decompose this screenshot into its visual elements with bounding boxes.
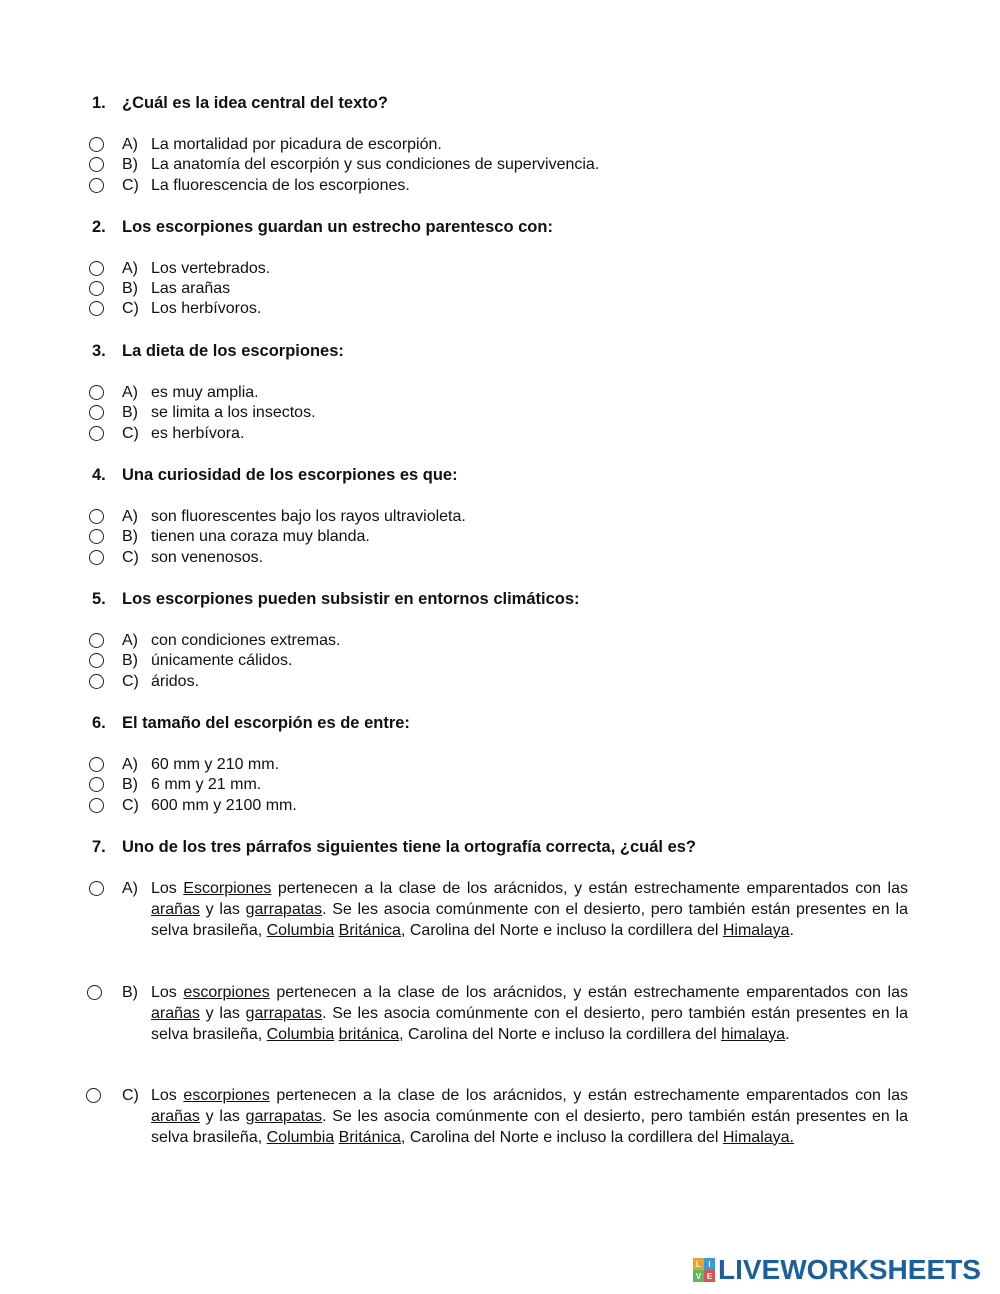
question-6-option-c[interactable] (0, 796, 1000, 816)
paragraph-text: pertenecen a la clase de los arácnidos, y están estrechamente emparentados con las (269, 984, 909, 1001)
radio-button[interactable] (89, 157, 104, 172)
option-text: 60 mm y 210 mm. (151, 756, 280, 773)
radio-button[interactable] (89, 261, 104, 276)
underlined-word: garrapatas (245, 1107, 323, 1125)
radio-button[interactable] (89, 633, 104, 648)
radio-button[interactable] (89, 757, 104, 772)
question-3-option-b[interactable] (0, 403, 1000, 423)
option-letter: A) (122, 880, 138, 897)
paragraph-text: . Se les asocia comúnmente con el desierto, pero también están presentes en la selva brasileña, (151, 1107, 909, 1146)
question-number: 2. (92, 218, 106, 236)
radio-button[interactable] (89, 301, 104, 316)
logo-letter: V (693, 1270, 704, 1282)
underlined-word: Británica (338, 1128, 401, 1146)
option-letter: A) (122, 756, 138, 773)
underlined-word: escorpiones (183, 1087, 270, 1104)
option-text: Las arañas (151, 280, 231, 297)
question-2-option-b[interactable] (0, 279, 1000, 299)
question-number: 6. (92, 714, 106, 732)
radio-button[interactable] (89, 881, 104, 896)
underlined-word: himalaya (721, 1025, 786, 1043)
option-text: áridos. (151, 673, 200, 690)
paragraph-text: , Carolina del Norte e incluso la cordillera del (400, 1128, 723, 1146)
radio-button[interactable] (89, 529, 104, 544)
question-7-option-c[interactable] (0, 1086, 997, 1146)
question-number: 5. (92, 590, 106, 608)
question-number: 4. (92, 466, 106, 484)
option-text: con condiciones extremas. (151, 632, 341, 649)
radio-button[interactable] (87, 985, 102, 1000)
option-letter: C) (122, 177, 139, 194)
underlined-word: Británica (338, 921, 401, 939)
radio-button[interactable] (89, 385, 104, 400)
option-text: es muy amplia. (151, 384, 259, 401)
question-3-option-a[interactable] (0, 383, 1000, 403)
underlined-word: arañas (151, 1107, 200, 1125)
underlined-word: arañas (151, 900, 200, 918)
paragraph-text: , Carolina del Norte e incluso la cordillera del (400, 921, 723, 939)
option-letter: A) (122, 384, 138, 401)
paragraph-text: Los (151, 880, 184, 897)
question-3-option-c[interactable] (0, 424, 1000, 444)
paragraph-text: y las (199, 1004, 246, 1022)
paragraph-text: pertenecen a la clase de los arácnidos, y están estrechamente emparentados con las (271, 880, 909, 897)
radio-button[interactable] (89, 281, 104, 296)
option-letter: C) (122, 1087, 139, 1104)
question-2-option-c[interactable] (0, 299, 1000, 319)
option-letter: C) (122, 673, 139, 690)
liveworksheets-logo (693, 1255, 981, 1285)
underlined-word: Columbia (266, 1128, 335, 1146)
question-6-option-a[interactable] (0, 755, 1000, 775)
paragraph-text: , Carolina del Norte e incluso la cordillera del (399, 1025, 722, 1043)
option-text: La anatomía del escorpión y sus condiciones de supervivencia. (151, 156, 600, 173)
question-4-option-b[interactable] (0, 527, 1000, 547)
question-5-title (92, 589, 580, 609)
paragraph-text: y las (199, 1107, 246, 1125)
radio-button[interactable] (89, 777, 104, 792)
paragraph-text: . (789, 921, 794, 939)
question-7-title (92, 837, 696, 857)
question-text: El tamaño del escorpión es de entre: (122, 714, 410, 732)
question-4-option-a[interactable] (0, 507, 1000, 527)
question-text: Uno de los tres párrafos siguientes tiene la ortografía correcta, ¿cuál es? (122, 838, 697, 856)
option-letter: A) (122, 136, 138, 153)
option-letter: A) (122, 260, 138, 277)
option-letter: B) (122, 404, 138, 421)
underlined-word: Escorpiones (183, 880, 272, 897)
logo-letter: E (704, 1270, 715, 1282)
option-text: se limita a los insectos. (151, 404, 316, 421)
paragraph-text: . Se les asocia comúnmente con el desierto, pero también están presentes en la selva brasileña, (151, 1004, 909, 1043)
question-text: ¿Cuál es la idea central del texto? (122, 94, 388, 112)
underlined-word: arañas (151, 1004, 200, 1022)
option-letter: B) (122, 652, 138, 669)
option-letter: C) (122, 300, 139, 317)
option-letter: B) (122, 528, 138, 545)
radio-button[interactable] (89, 798, 104, 813)
question-1-option-a[interactable] (0, 135, 1000, 155)
question-5-option-c[interactable] (0, 672, 1000, 692)
question-text: La dieta de los escorpiones: (122, 342, 344, 360)
question-2-option-a[interactable] (0, 259, 1000, 279)
radio-button[interactable] (89, 137, 104, 152)
option-letter: C) (122, 797, 139, 814)
question-4-title (92, 465, 458, 485)
question-2-title (92, 217, 553, 237)
question-1-title (92, 93, 388, 113)
radio-button[interactable] (89, 674, 104, 689)
liveworksheets-icon (693, 1258, 715, 1282)
radio-button[interactable] (89, 653, 104, 668)
paragraph-text: Los (151, 1087, 184, 1104)
option-paragraph (151, 983, 908, 1045)
question-number: 1. (92, 94, 106, 112)
paragraph-text: Los (151, 984, 184, 1001)
option-letter: B) (122, 984, 138, 1001)
radio-button[interactable] (89, 426, 104, 441)
underlined-word: británica (338, 1025, 400, 1043)
question-4-option-c[interactable] (0, 548, 1000, 568)
underlined-word: Columbia (266, 921, 335, 939)
question-3-title (92, 341, 344, 361)
option-text: 6 mm y 21 mm. (151, 776, 262, 793)
question-7-option-b[interactable] (0, 983, 998, 1043)
option-text: tienen una coraza muy blanda. (151, 528, 370, 545)
underlined-word: Himalaya (722, 921, 790, 939)
underlined-word: Columbia (266, 1025, 335, 1043)
option-text: es herbívora. (151, 425, 245, 442)
logo-text: LIVEWORKSHEETS (718, 1254, 981, 1285)
option-text: La fluorescencia de los escorpiones. (151, 177, 410, 194)
option-letter: A) (122, 508, 138, 525)
logo-letter: L (693, 1258, 704, 1270)
question-text: Los escorpiones pueden subsistir en entornos climáticos: (122, 590, 580, 608)
radio-button[interactable] (89, 405, 104, 420)
option-paragraph (151, 1086, 908, 1148)
paragraph-text: pertenecen a la clase de los arácnidos, y están estrechamente emparentados con las (269, 1087, 909, 1104)
underlined-word: garrapatas (245, 1004, 323, 1022)
question-text: Una curiosidad de los escorpiones es que: (122, 466, 458, 484)
question-5-option-a[interactable] (0, 631, 1000, 651)
question-6-option-b[interactable] (0, 775, 1000, 795)
option-letter: B) (122, 280, 138, 297)
radio-button[interactable] (86, 1088, 101, 1103)
paragraph-text: . (785, 1025, 790, 1043)
radio-button[interactable] (89, 550, 104, 565)
question-1-option-b[interactable] (0, 155, 1000, 175)
option-text: La mortalidad por picadura de escorpión. (151, 136, 442, 153)
question-5-option-b[interactable] (0, 651, 1000, 671)
underlined-word: Himalaya. (722, 1128, 794, 1146)
question-7-option-a[interactable] (0, 879, 1000, 939)
question-6-title (92, 713, 410, 733)
question-number: 7. (92, 838, 106, 856)
option-paragraph (151, 879, 908, 941)
logo-letter: I (704, 1258, 715, 1270)
question-1-option-c[interactable] (0, 176, 1000, 196)
option-letter: C) (122, 549, 139, 566)
option-letter: B) (122, 776, 138, 793)
paragraph-text: y las (199, 900, 246, 918)
option-letter: A) (122, 632, 138, 649)
option-text: Los vertebrados. (151, 260, 271, 277)
option-letter: C) (122, 425, 139, 442)
option-text: son fluorescentes bajo los rayos ultravioleta. (151, 508, 466, 525)
question-number: 3. (92, 342, 106, 360)
option-text: 600 mm y 2100 mm. (151, 797, 297, 814)
option-letter: B) (122, 156, 138, 173)
radio-button[interactable] (89, 178, 104, 193)
paragraph-text: . Se les asocia comúnmente con el desierto, pero también están presentes en la selva brasileña, (151, 900, 909, 939)
option-text: Los herbívoros. (151, 300, 262, 317)
radio-button[interactable] (89, 509, 104, 524)
question-text: Los escorpiones guardan un estrecho parentesco con: (122, 218, 553, 236)
option-text: únicamente cálidos. (151, 652, 293, 669)
option-text: son venenosos. (151, 549, 264, 566)
underlined-word: garrapatas (245, 900, 323, 918)
underlined-word: escorpiones (183, 984, 270, 1001)
